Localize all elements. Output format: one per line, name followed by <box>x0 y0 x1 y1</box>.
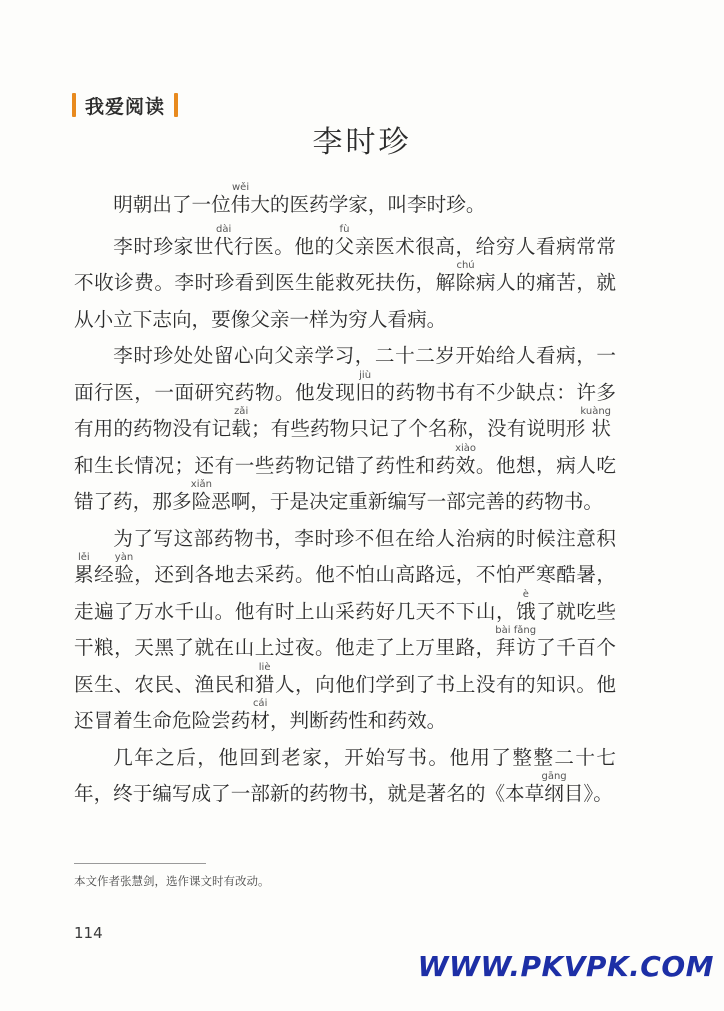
paragraph-2: 李时珍家世代dài行医。他的父fù亲医术很高，给穷人看病常常不收诊费。李时珍看到医生能救死扶伤，解除chú病人的痛苦，就从小立下志向，要像父亲一样为穷人看病。 <box>74 223 617 331</box>
story-body <box>74 182 616 813</box>
section-tag-label: 我爱阅读 <box>85 95 166 118</box>
tag-bar-left <box>72 93 76 117</box>
watermark: WWW.PKVPK.COM <box>417 950 714 983</box>
page-number: 114 <box>74 924 103 942</box>
paragraph-5: 几年之后，他回到老家，开始写书。他用了整整二十七年，终于编写成了一部新的药物书，就是著名的《本草纲gāng目》。 <box>74 745 616 805</box>
footnote: 本文作者张慧剑，选作课文时有改动。 <box>74 874 270 888</box>
page-title: 李时珍 <box>312 125 412 160</box>
paragraph-3: 李时珍处处留心向父亲学习，二十二岁开始给人看病，一面行医，一面研究药物。他发现旧jiù的药物书有不少缺点：许多有用的药物没有记载zǎi；有些药物只记了个名称，没有说明形状kuàng和生长情况；还有一些药物记错了药性和药效xiào。他想，病人吃错了药，那多险xiǎn恶啊，于是决定重新编写一部完善的药物书。 <box>74 344 617 513</box>
footnote-divider <box>74 863 206 864</box>
paragraph-1: 明朝出了一位伟wěi大的医药学家，叫李时珍。 <box>113 182 486 216</box>
tag-bar-right <box>174 93 178 117</box>
paragraph-4: 为了写这部药物书，李时珍不但在给人治病的时候注意积累lěi经验yàn，还到各地去采药。他不怕山高路远，不怕严寒酷暑，走遍了万水千山。他有时上山采药好几天不下山，饿è了就吃些干粮，天黑了就在山上过夜。他走了上万里路，拜访bài fǎng了千百个医生、农民、渔民和猎liè人，向他们学到了书上没有的知识。他还冒着生命危险尝药材cái，判断药性和药效。 <box>74 526 617 732</box>
section-tag <box>72 92 178 118</box>
